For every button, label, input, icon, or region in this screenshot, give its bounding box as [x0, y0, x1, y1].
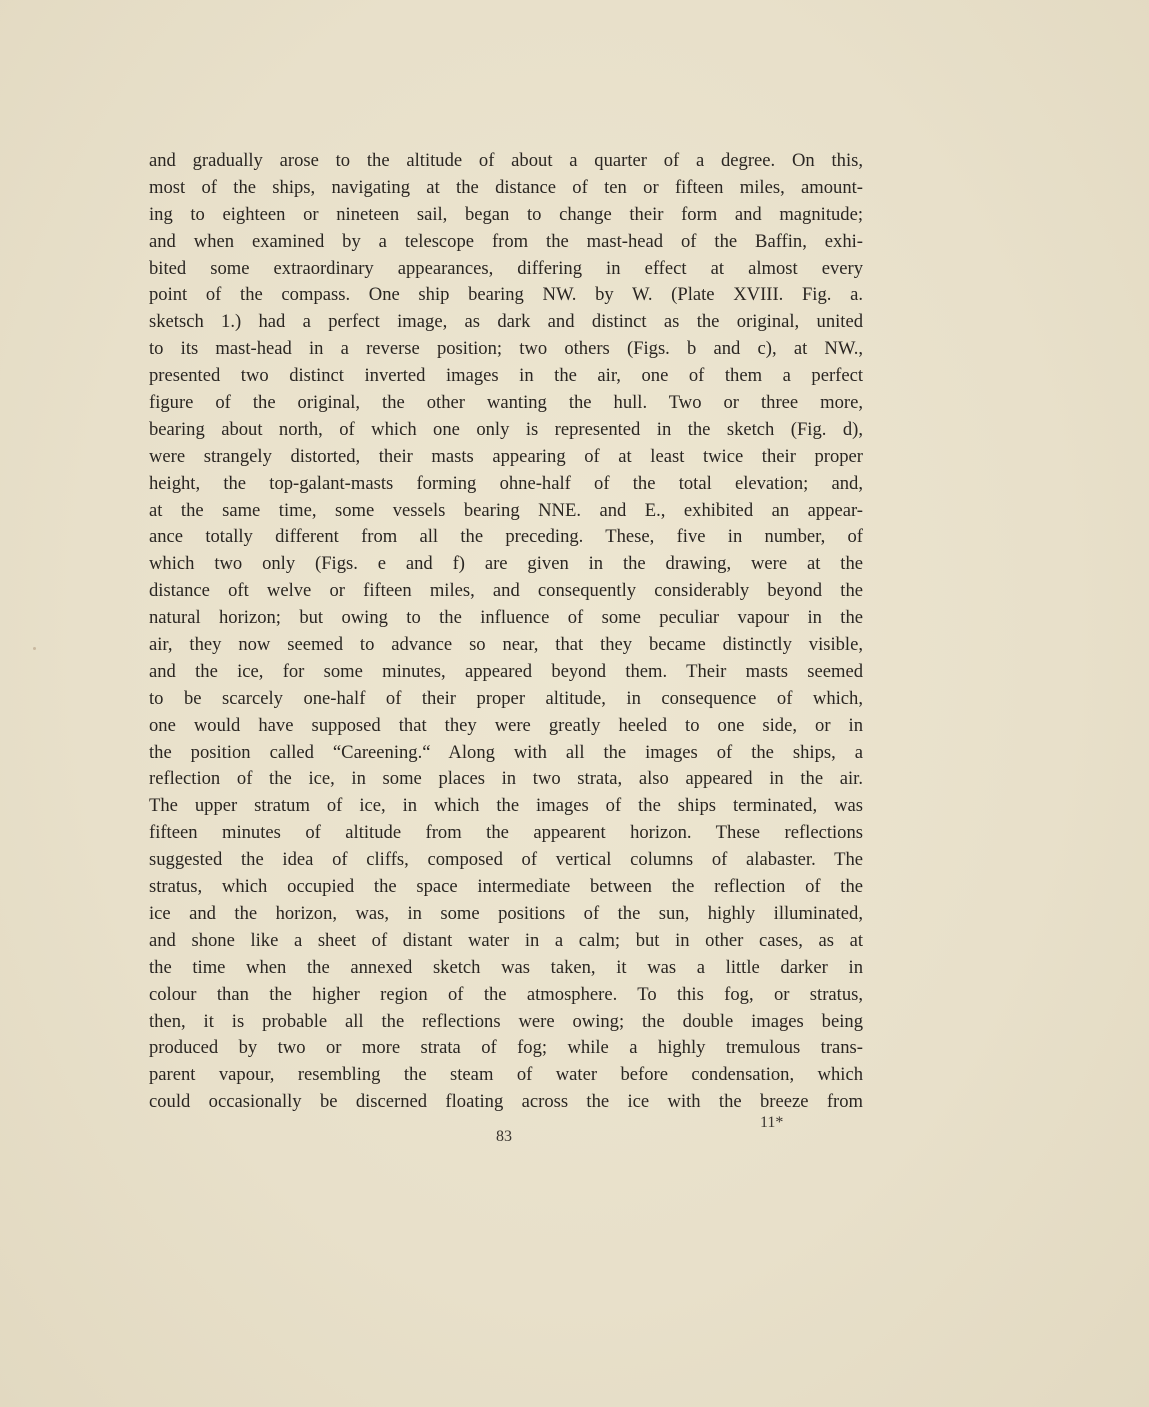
text-line: point of the compass. One ship bearing NW. by W. (Plate XVIII. Fig. a. — [149, 284, 863, 306]
text-line: presented two distinct inverted images in the air, one of them a perfect — [149, 365, 863, 387]
text-line: and gradually arose to the altitude of about a quarter of a degree. On this, — [149, 150, 863, 171]
text-line: which two only (Figs. e and f) are given in the drawing, were at the — [149, 553, 863, 575]
text-line: distance oft welve or fifteen miles, and consequently considerably beyond the — [149, 580, 863, 602]
text-line: ing to eighteen or nineteen sail, began to change their form and magnitude; — [149, 203, 863, 225]
text-line: sketsch 1.) had a perfect image, as dark and distinct as the original, united — [149, 311, 863, 333]
text-line: colour than the higher region of the atmosphere. To this fog, or stratus, — [149, 983, 863, 1005]
text-line: the time when the annexed sketch was taken, it was a little darker in — [149, 956, 863, 978]
text-line: The upper stratum of ice, in which the images of the ships terminated, was — [149, 795, 863, 817]
text-line: parent vapour, resembling the steam of water before condensation, which — [149, 1064, 863, 1086]
text-line: suggested the idea of cliffs, composed of vertical columns of alabaster. The — [149, 849, 863, 871]
text-line: air, they now seemed to advance so near, that they became distinctly visible, — [149, 634, 863, 656]
text-line: at the same time, some vessels bearing NNE. and E., exhibited an appear- — [149, 499, 863, 521]
paper-speck — [33, 647, 36, 650]
signature-mark: 11* — [760, 1114, 784, 1131]
text-line: bearing about north, of which one only is represented in the sketch (Fig. d), — [149, 418, 863, 440]
text-line: to be scarcely one-half of their proper altitude, in consequence of which, — [149, 687, 863, 709]
text-line: produced by two or more strata of fog; while a highly tremulous trans- — [149, 1037, 863, 1059]
text-line: to its mast-head in a reverse position; two others (Figs. b and c), at NW., — [149, 338, 863, 360]
text-line: then, it is probable all the reflections were owing; the double images being — [149, 1010, 863, 1032]
text-line: ice and the horizon, was, in some positions of the sun, highly illuminated, — [149, 902, 863, 924]
text-line: bited some extraordinary appearances, differing in effect at almost every — [149, 257, 863, 279]
text-line: the position called “Careening.“ Along with all the images of the ships, a — [149, 741, 863, 763]
text-line: most of the ships, navigating at the distance of ten or fifteen miles, amount- — [149, 176, 863, 198]
text-line: stratus, which occupied the space intermediate between the reflection of the — [149, 876, 863, 898]
body-text — [149, 148, 863, 1116]
text-line: ance totally different from all the preceding. These, five in number, of — [149, 526, 863, 548]
text-line: natural horizon; but owing to the influence of some peculiar vapour in the — [149, 607, 863, 629]
text-line: were strangely distorted, their masts appearing of at least twice their proper — [149, 445, 863, 467]
text-line: could occasionally be discerned floating across the ice with the breeze from — [149, 1091, 863, 1113]
page-number: 83 — [496, 1128, 512, 1145]
text-line: fifteen minutes of altitude from the appearent horizon. These reflections — [149, 822, 863, 844]
text-line: and when examined by a telescope from the mast-head of the Baffin, exhi- — [149, 230, 863, 252]
text-line: reflection of the ice, in some places in two strata, also appeared in the air. — [149, 768, 863, 790]
text-line: one would have supposed that they were greatly heeled to one side, or in — [149, 714, 863, 736]
text-line: and shone like a sheet of distant water in a calm; but in other cases, as at — [149, 929, 863, 951]
text-line: and the ice, for some minutes, appeared beyond them. Their masts seemed — [149, 660, 863, 682]
text-line: height, the top-galant-masts forming ohne-half of the total elevation; and, — [149, 472, 863, 494]
text-line: figure of the original, the other wanting the hull. Two or three more, — [149, 392, 863, 414]
